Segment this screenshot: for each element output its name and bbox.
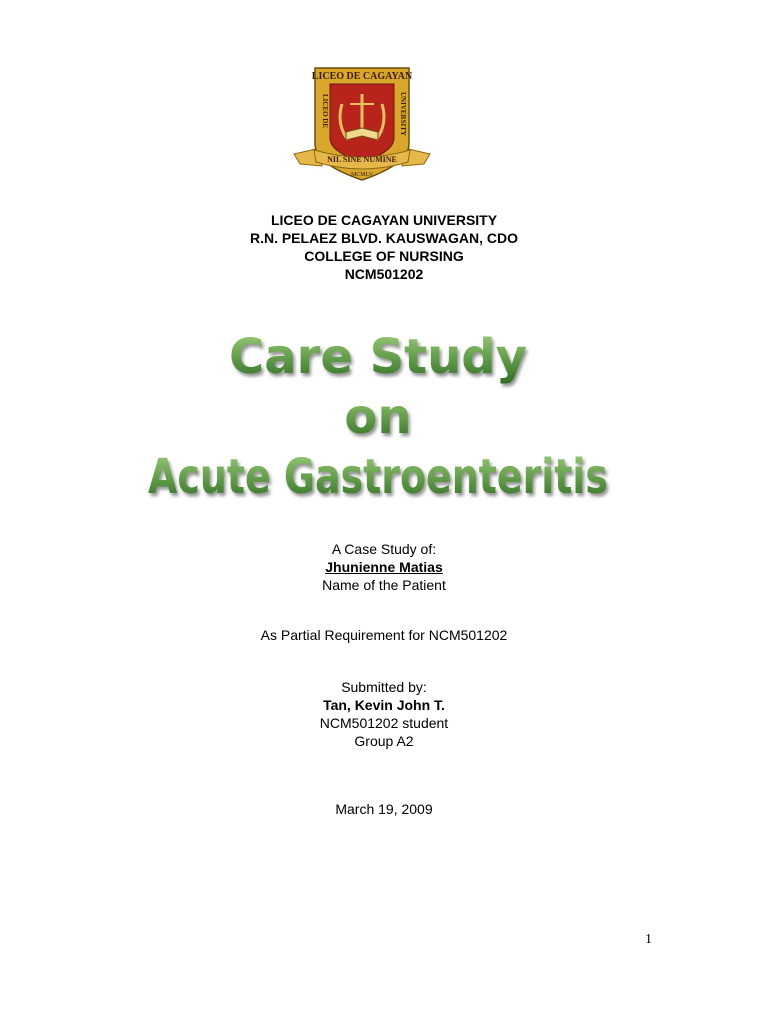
- patient-label: Name of the Patient: [322, 577, 446, 593]
- university-address: R.N. PELAEZ BLVD. KAUSWAGAN, CDO: [249, 230, 519, 246]
- page-number: 1: [645, 932, 652, 947]
- seal-year-text: MCMLV: [350, 172, 374, 178]
- university-name: LICEO DE CAGAYAN UNIVERSITY: [270, 212, 498, 228]
- course-code: NCM501202: [344, 266, 424, 282]
- document-title: [0, 315, 768, 515]
- requirement-text: As Partial Requirement for NCM501202: [260, 627, 508, 643]
- institution-header: [0, 211, 768, 283]
- case-study-info: [0, 540, 768, 594]
- author-name: Tan, Kevin John T.: [323, 697, 445, 713]
- seal-top-text: LICEO DE CAGAYAN: [311, 71, 413, 82]
- seal-right-text: UNIVERSITY: [399, 92, 407, 136]
- submission-info: [0, 678, 768, 750]
- title-line-3: Acute Gastroenteritis: [148, 449, 608, 505]
- seal-motto-text: NIL SINE NUMINE: [327, 155, 397, 164]
- submitted-label: Submitted by:: [341, 679, 427, 695]
- seal-left-text: LICEO DE: [321, 94, 329, 129]
- title-line-2: on: [344, 389, 412, 445]
- university-seal-logo: [292, 64, 432, 184]
- author-role: NCM501202 student: [319, 715, 449, 731]
- author-group: Group A2: [354, 733, 414, 749]
- college-name: COLLEGE OF NURSING: [304, 248, 464, 264]
- case-intro: A Case Study of:: [331, 541, 437, 557]
- title-line-1: Care Study: [229, 329, 527, 385]
- patient-name: Jhunienne Matias: [325, 559, 443, 575]
- submission-date: March 19, 2009: [335, 801, 433, 817]
